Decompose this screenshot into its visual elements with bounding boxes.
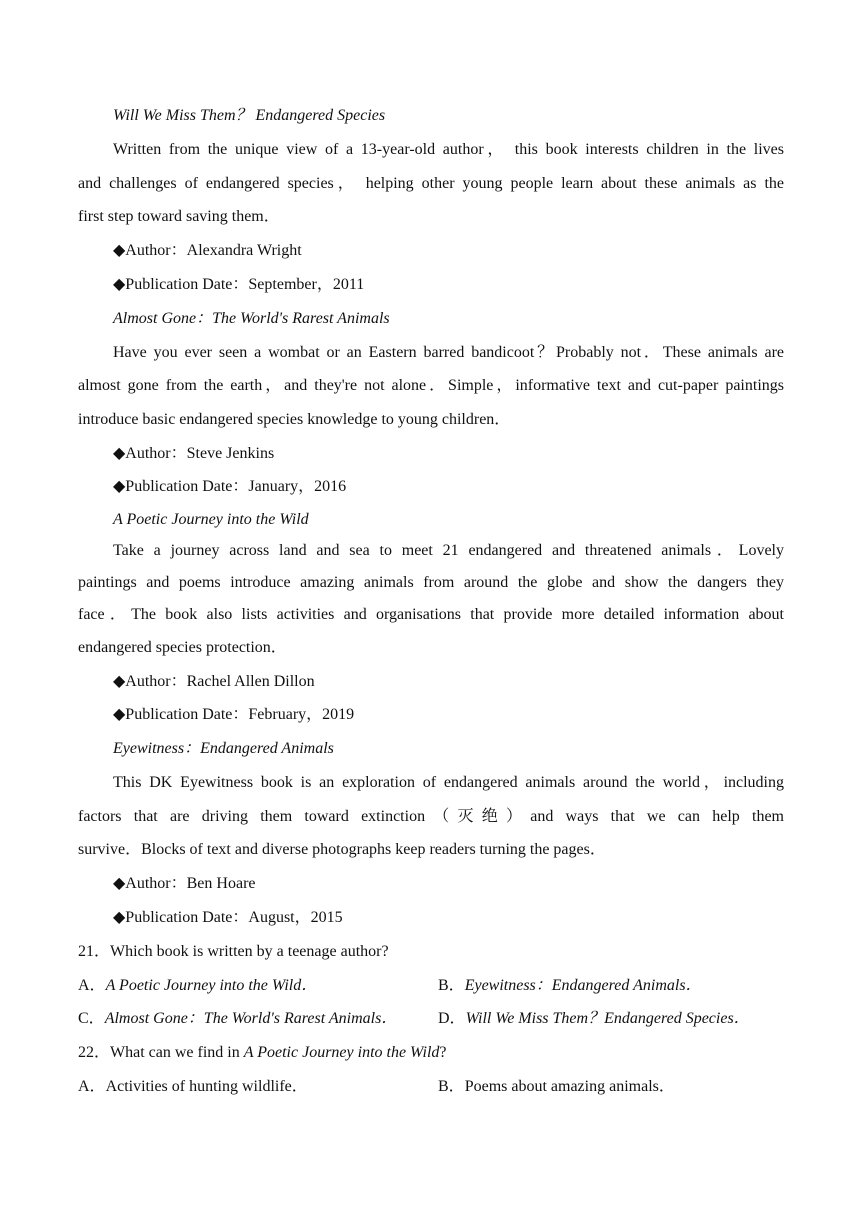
book-description-line: Written from the unique view of a 13-year-old author， this book interests children in the lives xyxy=(113,141,784,158)
option-letter: A． xyxy=(78,1078,106,1095)
answer-option xyxy=(78,976,784,996)
book-publication-date: ◆Publication Date：February，2019 xyxy=(113,706,355,723)
question-stem xyxy=(78,1043,784,1063)
book-description-line: almost gone from the earth，and they're not alone．Simple，informative text and cut-paper paintings xyxy=(78,377,784,394)
option-text: Almost Gone：The World's Rarest Animals． xyxy=(104,1010,398,1027)
book-description-line: first step toward saving them． xyxy=(78,208,280,225)
book-author: ◆Author：Ben Hoare xyxy=(113,875,256,892)
answer-option xyxy=(78,1077,784,1097)
answer-option xyxy=(438,976,702,996)
option-letter: A． xyxy=(78,977,106,994)
answer-option xyxy=(78,1009,784,1029)
book-publication-date: ◆Publication Date：January，2016 xyxy=(113,478,347,495)
question-stem: 21．Which book is written by a teenage author? xyxy=(78,943,389,960)
book-author: ◆Author：Steve Jenkins xyxy=(113,445,275,462)
question-stem-text: 22．What can we find in xyxy=(78,1044,244,1061)
option-text: Will We Miss Them？Endangered Species． xyxy=(465,1010,750,1027)
question-stem-end: ? xyxy=(439,1044,447,1061)
book-author: ◆Author：Rachel Allen Dillon xyxy=(113,673,315,690)
book-title: Almost Gone：The World's Rarest Animals xyxy=(113,310,390,327)
book-author: ◆Author：Alexandra Wright xyxy=(113,242,302,259)
book-description-line: face．The book also lists activities and organisations that provide more detailed information about xyxy=(78,606,784,623)
book-title: A Poetic Journey into the Wild xyxy=(113,511,309,528)
option-text: Activities of hunting wildlife． xyxy=(105,1078,308,1095)
option-letter: B． xyxy=(438,1078,465,1095)
option-letter: B． xyxy=(438,977,465,994)
book-description-line: and challenges of endangered species， helping other young people learn about these animals as the xyxy=(78,175,784,192)
option-letter: C． xyxy=(78,1010,105,1027)
book-title: Eyewitness：Endangered Animals xyxy=(113,740,334,757)
answer-option xyxy=(438,1077,675,1097)
book-description-line: paintings and poems introduce amazing animals from around the globe and show the dangers they xyxy=(78,574,784,591)
book-description-line: Have you ever seen a wombat or an Eastern barred bandicoot？Probably not．These animals are xyxy=(113,344,784,361)
book-title: Will We Miss Them？ Endangered Species xyxy=(113,107,386,124)
option-text: A Poetic Journey into the Wild． xyxy=(105,977,318,994)
book-description-line: This DK Eyewitness book is an exploration of endangered animals around the world，including xyxy=(113,774,784,791)
option-text: Eyewitness：Endangered Animals． xyxy=(464,977,702,994)
book-description-line: introduce basic endangered species knowledge to young children． xyxy=(78,411,511,428)
answer-option xyxy=(438,1009,750,1029)
book-publication-date: ◆Publication Date：August，2015 xyxy=(113,909,343,926)
book-description-line: survive．Blocks of text and diverse photographs keep readers turning the pages． xyxy=(78,841,606,858)
book-description-line: Take a journey across land and sea to meet 21 endangered and threatened animals．Lovely xyxy=(113,542,784,559)
book-description-line: endangered species protection． xyxy=(78,639,287,656)
question-stem-title: A Poetic Journey into the Wild xyxy=(243,1044,440,1061)
option-text: Poems about amazing animals． xyxy=(464,1078,675,1095)
book-publication-date: ◆Publication Date：September，2011 xyxy=(113,276,365,293)
book-description-line: factors that are driving them toward extinction（灭绝）and ways that we can help them xyxy=(78,808,784,825)
option-letter: D． xyxy=(438,1010,466,1027)
